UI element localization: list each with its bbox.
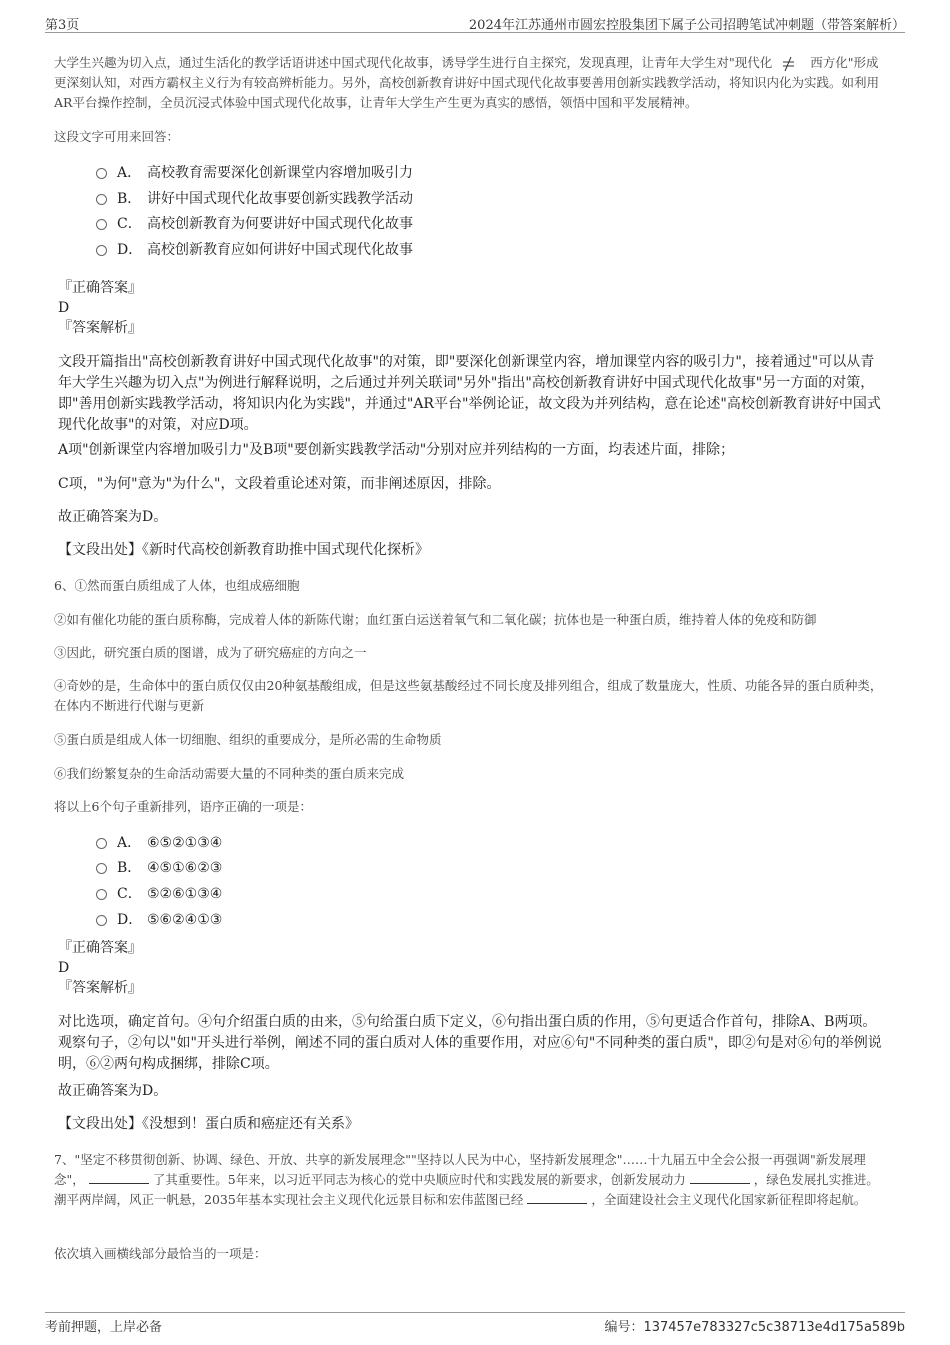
q5-option-b[interactable]: B． 讲好中国式现代化故事要创新实践教学活动 bbox=[96, 189, 413, 209]
q5-analysis-3: C项，"为何"意为"为什么"，文段着重论述对策，而非阐述原因，排除。 bbox=[58, 476, 501, 492]
q6-sentence-3: ③因此，研究蛋白质的图谱，成为了研究癌症的方向之一 bbox=[54, 645, 367, 660]
q6-option-d[interactable]: D． ⑤⑥②④①③ bbox=[96, 910, 222, 930]
q6-answer: D bbox=[58, 960, 70, 976]
q6-sentence-2: ②如有催化功能的蛋白质称酶，完成着人体的新陈代谢；血红蛋白运送着氧气和二氧化碳；抗体也是一种蛋白质，维持着人体的免疫和防御 bbox=[54, 612, 817, 627]
q6-option-a[interactable]: A． ⑥⑤②①③④ bbox=[96, 833, 222, 853]
radio-icon[interactable] bbox=[96, 245, 107, 256]
document-code: 编号：137457e783327c5c38713e4d175a589b bbox=[604, 1320, 905, 1335]
q5-answer-heading: 『正确答案』 bbox=[58, 280, 142, 296]
q6-sentence-5: ⑤蛋白质是组成人体一切细胞、组织的重要成分，是所必需的生命物质 bbox=[54, 732, 442, 747]
passage-tail: 大学生兴趣为切入点，通过生活化的教学话语讲述中国式现代化故事，诱导学生进行自主探究，发现真理，让青年大学生对"现代化 西方化"形成更深刻认知，对西方霸权主义行为有较高辨析能力。另外，高校创新教育讲好中国式现代化故事要善用创新实践教学活动，将知识内化为实践。如利用AR平台操作控制，全员沉浸式体验中国式现代化故事，让青年大学生产生更为真实的感悟，领悟中国和平发展精神。 bbox=[54, 55, 880, 110]
footer-slogan: 考前押题，上岸必备 bbox=[45, 1320, 163, 1335]
q6-sentence-4: ④奇妙的是，生命体中的蛋白质仅仅由20种氨基酸组成，但是这些氨基酸经过不同长度及排列组合，组成了数量庞大，性质、功能各异的蛋白质种类，在体内不断进行代谢与更新 bbox=[54, 678, 883, 713]
q5-option-a[interactable]: A． 高校教育需要深化创新课堂内容增加吸引力 bbox=[96, 163, 413, 183]
radio-icon[interactable] bbox=[96, 194, 107, 205]
q5-option-d[interactable]: D． 高校创新教育应如何讲好中国式现代化故事 bbox=[96, 240, 413, 260]
q7-prompt: 依次填入画横线部分最恰当的一项是： bbox=[54, 1246, 267, 1261]
q6-analysis-2: 故正确答案为D。 bbox=[58, 1083, 168, 1099]
q5-analysis-2: A项"创新课堂内容增加吸引力"及B项"要创新实践教学活动"分别对应并列结构的一方面，均表述片面，排除； bbox=[58, 442, 735, 458]
q6-prompt: 将以上6个句子重新排列，语序正确的一项是： bbox=[54, 799, 312, 814]
radio-icon[interactable] bbox=[96, 915, 107, 926]
radio-icon[interactable] bbox=[96, 838, 107, 849]
fill-blank-2[interactable] bbox=[690, 1171, 750, 1184]
fill-blank-1[interactable] bbox=[89, 1171, 149, 1184]
q6-answer-heading: 『正确答案』 bbox=[58, 940, 142, 956]
q5-analysis-4: 故正确答案为D。 bbox=[58, 509, 168, 525]
document-title: 2024年江苏通州市圆宏控股集团下属子公司招聘笔试冲刺题（带答案解析） bbox=[468, 18, 905, 33]
q5-analysis-1: 文段开篇指出"高校创新教育讲好中国式现代化故事"的对策，即"要深化创新课堂内容，增加课堂内容的吸引力"，接着通过"可以从青年大学生兴趣为切入点"为例进行解释说明，之后通过并列关联词"另外"指出"高校创新教育讲好中国式现代化故事"另一方面的对策，即"善用创新实践教学活动，将知识内化为实践"，并通过"AR平台"举例论证，故文段为并列结构，意在论述"高校创新教育讲好中国式现代化故事"的对策，对应D项。 bbox=[58, 354, 881, 433]
q6-option-c[interactable]: C． ⑤②⑥①③④ bbox=[96, 884, 222, 904]
q5-source: 【文段出处】《新时代高校创新教育助推中国式现代化探析》 bbox=[58, 542, 429, 558]
radio-icon[interactable] bbox=[96, 889, 107, 900]
q6-analysis-heading: 『答案解析』 bbox=[58, 980, 142, 996]
not-equal-symbol-icon bbox=[780, 56, 796, 72]
q5-option-c[interactable]: C． 高校创新教育为何要讲好中国式现代化故事 bbox=[96, 214, 413, 234]
q6-sentence-1: 6、①然而蛋白质组成了人体，也组成癌细胞 bbox=[54, 578, 300, 593]
page-number: 第3页 bbox=[45, 18, 80, 33]
q6-source: 【文段出处】《没想到！蛋白质和癌症还有关系》 bbox=[58, 1116, 359, 1132]
fill-blank-3[interactable] bbox=[527, 1191, 587, 1204]
q5-answer: D bbox=[58, 300, 70, 316]
q7-stem: 7、"坚定不移贯彻创新、协调、绿色、开放、共享的新发展理念""坚持以人民为中心，坚持新发展理念"……十九届五中全会公报一再强调"新发展理念"， 了其重要性。5年来，以习近平同志为核心的党中央顺应时代和实践发展的新要求，创新发展动力 ，绿色发展扎实推进。潮平两岸阔，风正一帆悬，2035年基本实现社会主义现代化远景目标和宏伟蓝图已经 ，全面建设社会主义现代化国家新征程即将起航。 bbox=[54, 1152, 879, 1207]
q5-prompt: 这段文字可用来回答： bbox=[54, 129, 180, 144]
radio-icon[interactable] bbox=[96, 219, 107, 230]
page-footer bbox=[45, 1312, 905, 1335]
q6-option-b[interactable]: B． ④⑤①⑥②③ bbox=[96, 858, 222, 878]
q6-sentence-6: ⑥我们纷繁复杂的生命活动需要大量的不同种类的蛋白质来完成 bbox=[54, 766, 405, 781]
page-header bbox=[45, 12, 905, 33]
q5-analysis-heading: 『答案解析』 bbox=[58, 320, 142, 336]
q6-analysis-1: 对比选项，确定首句。④句介绍蛋白质的由来，⑤句给蛋白质下定义，⑥句指出蛋白质的作用，⑤句更适合作首句，排除A、B两项。观察句子，②句以"如"开头进行举例，阐述不同的蛋白质对人体的重要作用，对应⑥句"不同种类的蛋白质"，即②句是对⑥句的举例说明，⑥②两句构成捆绑，排除C项。 bbox=[58, 1014, 882, 1072]
radio-icon[interactable] bbox=[96, 168, 107, 179]
radio-icon[interactable] bbox=[96, 863, 107, 874]
